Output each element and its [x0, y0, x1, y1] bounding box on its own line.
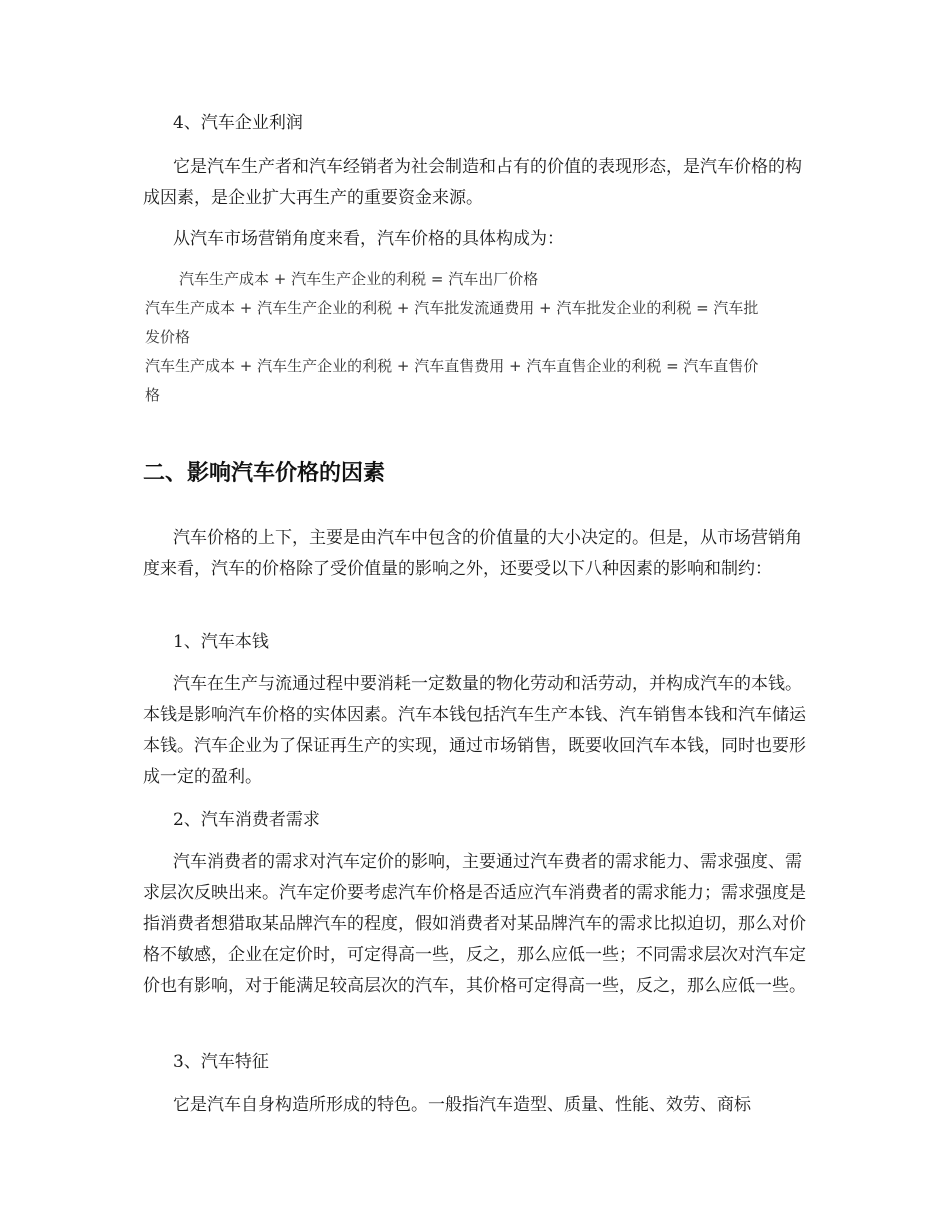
item3-body: 它是汽车自身构造所形成的特色。一般指汽车造型、质量、性能、效劳、商标	[173, 1095, 751, 1115]
price-intro: 从汽车市场营销角度来看，汽车价格的具体构成为：	[173, 229, 564, 249]
factory-price-formula: 汽车生产成本 + 汽车生产企业的利税 = 汽车出厂价格	[179, 270, 539, 288]
item2-heading: 2、汽车消费者需求	[173, 810, 320, 830]
item3-heading: 3、汽车特征	[173, 1052, 269, 1072]
wholesale-price-formula: 汽车生产成本 + 汽车生产企业的利税 + 汽车批发流通费用 + 汽车批发企业的利税 = 汽车批发价格	[145, 299, 759, 346]
item2-body: 汽车消费者的需求对汽车定价的影响，主要通过汽车费者的需求能力、需求强度、需求层次反映出来。汽车定价要考虑汽车价格是否适应汽车消费者的需求能力；需求强度是指消费者想猎取某品牌汽车的程度，假如消费者对某品牌汽车的需求比拟迫切，那么对价格不敏感，企业在定价时，可定得高一些，反之，那么应低一些；不同需求层次对汽车定价也有影响，对于能满足较高层次的汽车，其价格可定得高一些，反之，那么应低一些。	[143, 852, 806, 996]
item1-heading: 1、汽车本钱	[173, 632, 269, 652]
item4-body: 它是汽车生产者和汽车经销者为社会制造和占有的价值的表现形态，是汽车价格的构成因素，是企业扩大再生产的重要资金来源。	[143, 157, 802, 208]
item1-body: 汽车在生产与流通过程中要消耗一定数量的物化劳动和活劳动，并构成汽车的本钱。本钱是影响汽车价格的实体因素。汽车本钱包括汽车生产本钱、汽车销售本钱和汽车储运本钱。汽车企业为了保证再生产的实现，通过市场销售，既要收回汽车本钱，同时也要形成一定的盈利。	[143, 674, 806, 787]
retail-price-formula: 汽车生产成本 + 汽车生产企业的利税 + 汽车直售费用 + 汽车直售企业的利税 = 汽车直售价格	[145, 357, 759, 404]
item4-heading: 4、汽车企业利润	[173, 113, 303, 133]
section-intro: 汽车价格的上下，主要是由汽车中包含的价值量的大小决定的。但是，从市场营销角度来看，汽车的价格除了受价值量的影响之外，还要受以下八种因素的影响和制约：	[143, 528, 802, 579]
section-title: 二、影响汽车价格的因素	[143, 461, 386, 486]
